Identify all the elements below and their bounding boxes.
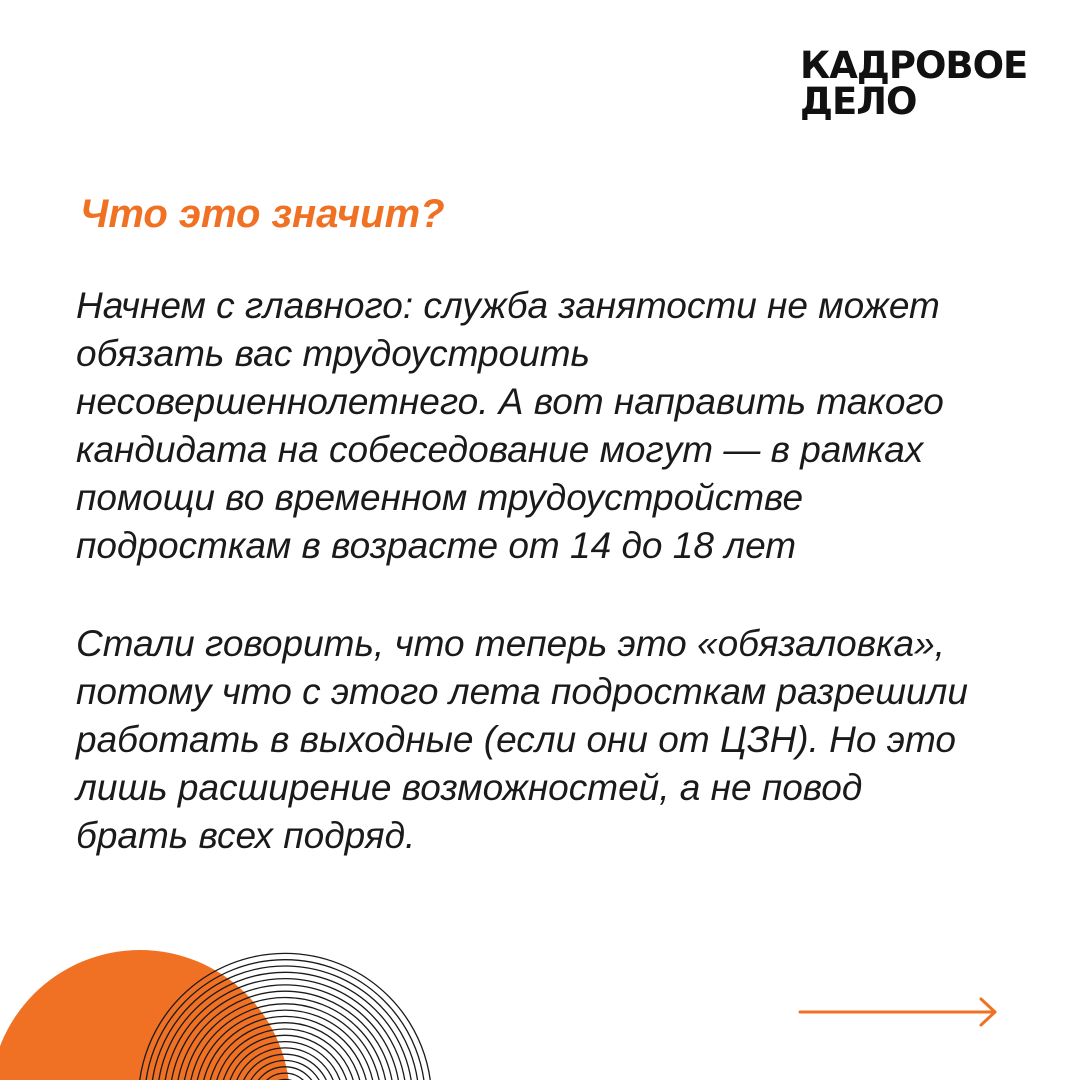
- concentric-circles-decoration: [0, 930, 440, 1080]
- paragraph-line: работать в выходные (если они от ЦЗН). Но это: [76, 719, 956, 760]
- paragraph-line: брать всех подряд.: [76, 815, 416, 856]
- paragraph-line: Стали говорить, что теперь это «обязаловка»,: [76, 623, 945, 664]
- paragraph-line: помощи во временном трудоустройстве: [76, 477, 804, 518]
- section-heading: Что это значит?: [80, 192, 445, 236]
- paragraph-line: подросткам в возрасте от 14 до 18 лет: [76, 525, 797, 566]
- paragraph-secondary: [76, 620, 1036, 860]
- arrow-right-icon[interactable]: [798, 994, 1000, 1030]
- logo-line-2: ДЕЛО: [800, 80, 917, 123]
- paragraph-line: лишь расширение возможностей, а не повод: [76, 767, 863, 808]
- orange-circle: [0, 950, 290, 1080]
- paragraph-line: кандидата на собеседование могут — в рамках: [76, 429, 924, 470]
- brand-logo: [800, 44, 1028, 123]
- logo-line-1: КАДРОВОЕ: [800, 44, 1028, 87]
- paragraph-line: потому что с этого лета подросткам разрешили: [76, 671, 968, 712]
- paragraph-line: несовершеннолетнего. А вот направить такого: [76, 381, 944, 422]
- paragraph-main: [76, 282, 1036, 570]
- paragraph-line: Начнем с главного: служба занятости не может: [76, 285, 940, 326]
- paragraph-line: обязать вас трудоустроить: [76, 333, 590, 374]
